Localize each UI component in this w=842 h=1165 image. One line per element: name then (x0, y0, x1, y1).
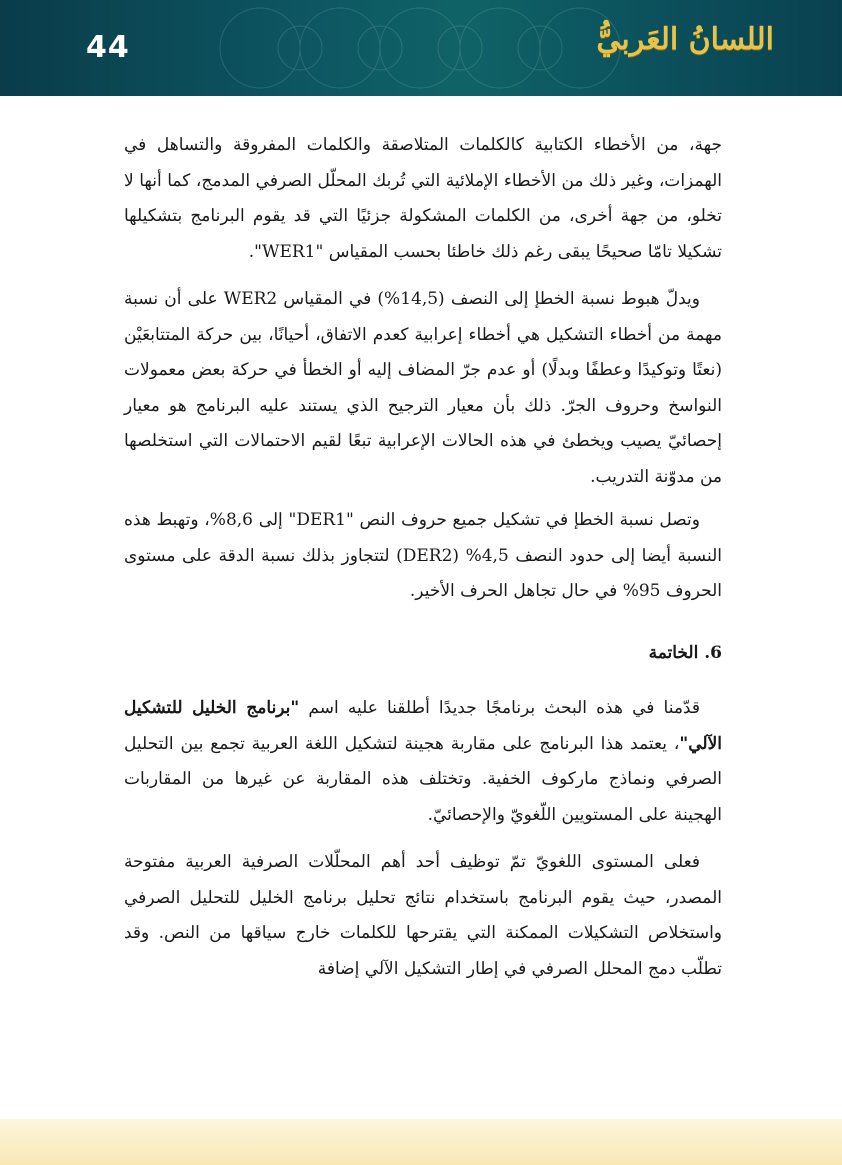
paragraph-2: ويدلّ هبوط نسبة الخطإ إلى النصف (14,5%) في المقياس WER2 على أن نسبة مهمة من أخطاء التشكيل هي أخطاء إعرابية كعدم الاتفاق، أحيانًا، بين حركة المتتابعَيْن (نعتًا وتوكيدًا وعطفًا وبدلًا) أو عدم جرّ المضاف إليه أو الخطأ في حركة بعض معمولات النواسخ وحروف الجرّ. ذلك بأن معيار الترجيح الذي يستند عليه البرنامج هو معيار إحصائيّ يصيب ويخطئ في هذه الحالات الإعرابية تبعًا لقيم الاحتمالات التي استخلصها من مدوّنة التدريب. (124, 289, 722, 487)
paragraph-3: وتصل نسبة الخطإ في تشكيل جميع حروف النص "DER1" إلى 8,6%، وتهبط هذه النسبة أيضا إلى حدود النصف 4,5% (DER2) لتتجاوز بذلك نسبة الدقة على مستوى الحروف 95% في حال تجاهل الحرف الأخير. (124, 510, 722, 601)
paragraph-4-start: قدّمنا في هذه البحث برنامجًا جديدًا أطلقنا عليه اسم (299, 698, 700, 718)
paragraph-5: فعلى المستوى اللغويّ تمّ توظيف أحد أهم المحلّلات الصرفية العربية مفتوحة المصدر، حيث يقوم البرنامج باستخدام نتائج تحليل برنامج الخليل للتحليل الصرفي واستخلاص التشكيلات الممكنة التي يقترحها للكلمات خارج سياقها من النص. وقد تطلّب دمج المحلل الصرفي في إطار التشكيل الآلي إضافة (124, 852, 722, 979)
paragraph-4-end: ، يعتمد هذا البرنامج على مقاربة هجينة لتشكيل اللغة العربية تجمع بين التحليل الصرفي ونماذج ماركوف الخفية. وتختلف هذه المقاربة عن غيرها من المقاربات الهجينة على المستويين اللّغويّ والإحصائيّ. (124, 733, 722, 825)
section-heading-conclusion: 6. الخاتمة (648, 642, 722, 663)
program-name: "برنامج الخليل للتشكيل الآلي" (124, 698, 722, 754)
paragraph-4 (124, 691, 722, 833)
article-body (124, 128, 722, 987)
paragraph-1: جهة، من الأخطاء الكتابية كالكلمات المتلاصقة والكلمات المفروقة والتساهل في الهمزات، وغير ذلك من الأخطاء الإملائية التي تُربك المحلّل الصرفي المدمج، كما أنها لا تخلو، من جهة أخرى، من الكلمات المشكولة جزئيًا التي قد يقوم البرنامج بتشكيلها تشكيلا تامّا صحيحًا يبقى رغم ذلك خاطئا بحسب المقياس "WER1". (124, 135, 722, 262)
page-footer-band (0, 1119, 842, 1165)
page-header (0, 0, 842, 96)
journal-logo: اللسانُ العَربيُّ (596, 22, 774, 57)
page-number: 44 (86, 30, 130, 65)
